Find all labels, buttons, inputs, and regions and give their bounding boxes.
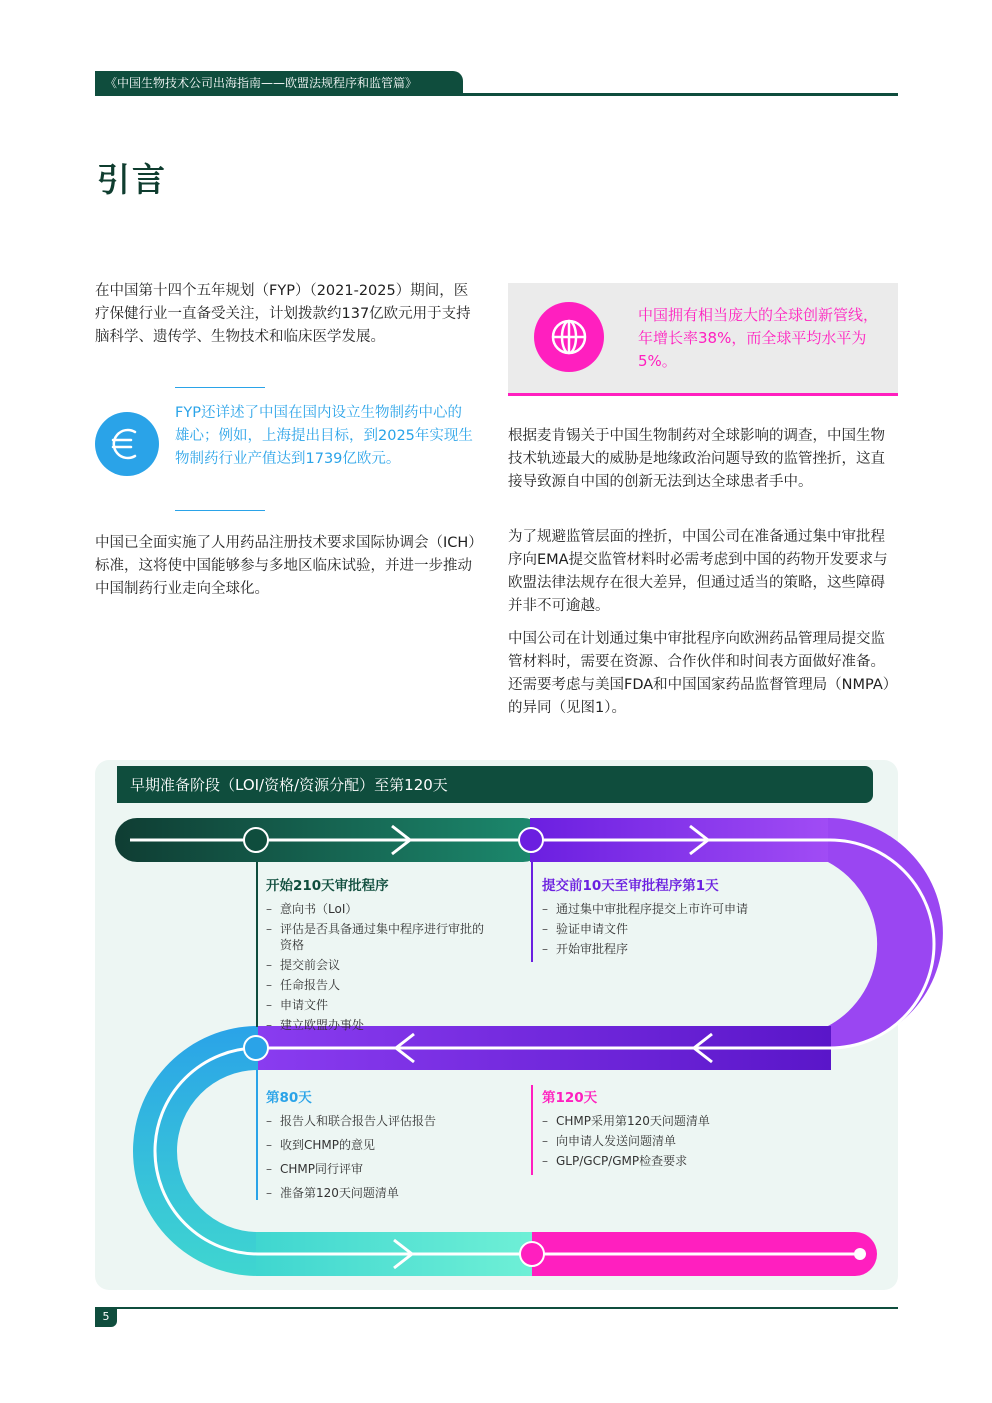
pink-callout-text: 中国拥有相当庞大的全球创新管线，年增长率38%，而全球平均水平为5%。 bbox=[638, 306, 879, 370]
stage-connector-3 bbox=[256, 1070, 258, 1200]
track-end-dot bbox=[854, 1248, 866, 1260]
list-item: – 意向书（LoI） bbox=[266, 901, 486, 917]
timeline-stage-2 bbox=[542, 877, 782, 961]
track-curve-left bbox=[133, 1026, 258, 1276]
list-item: – CHMP同行评审 bbox=[266, 1161, 486, 1177]
page-number: 5 bbox=[95, 1307, 117, 1327]
euro-callout-text: FYP还详述了中国在国内设立生物制药中心的雄心；例如，上海提出目标，到2025年实现生物制药行业产值达到1739亿欧元。 bbox=[175, 405, 473, 467]
intro-paragraph-2: 中国已全面实施了人用药品注册技术要求国际协调会（ICH）标准，这将使中国能够参与多地区临床试验，并进一步推动中国制药行业走向全球化。 bbox=[95, 535, 476, 597]
milestone-node-4 bbox=[520, 1242, 544, 1266]
timeline-stage-1 bbox=[266, 877, 486, 1037]
list-item: – 准备第120天问题清单 bbox=[266, 1185, 486, 1201]
page-title: 引言 bbox=[97, 160, 167, 199]
list-item: – 建立欧盟办事处 bbox=[266, 1017, 486, 1033]
stage-title: 第80天 bbox=[266, 1090, 312, 1106]
intro-paragraph-1: 在中国第十四个五年规划（FYP）（2021-2025）期间，医疗保健行业一直备受关注，计划拨款约137亿欧元用于支持脑科学、遗传学、生物技术和临床医学发展。 bbox=[95, 283, 471, 345]
stage-connector-1 bbox=[256, 862, 258, 1027]
list-item: – 向申请人发送问题清单 bbox=[542, 1133, 782, 1149]
body-paragraph-4: 为了规避监管层面的挫折，中国公司在准备通过集中审批程序向EMA提交监管材料时必需考虑到中国的药物开发要求与欧盟法律法规存在很大差异，但通过适当的策略，这些障碍并非不可逾越。 bbox=[508, 529, 888, 614]
milestone-node-2 bbox=[519, 828, 543, 852]
list-item: – 报告人和联合报告人评估报告 bbox=[266, 1113, 486, 1129]
stage-title: 第120天 bbox=[542, 1090, 598, 1106]
stage-title: 开始210天审批程序 bbox=[266, 878, 389, 894]
list-item: – 任命报告人 bbox=[266, 977, 486, 993]
track-curve-right bbox=[828, 818, 943, 1048]
list-item: – CHMP采用第120天问题清单 bbox=[542, 1113, 782, 1129]
timeline-stage-4 bbox=[542, 1089, 782, 1173]
stage-connector-2 bbox=[531, 862, 533, 962]
running-title: 《中国生物技术公司出海指南——欧盟法规程序和监管篇》 bbox=[105, 76, 418, 90]
list-item: – GLP/GCP/GMP检查要求 bbox=[542, 1153, 782, 1169]
list-item: – 开始审批程序 bbox=[542, 941, 782, 957]
milestone-node-1 bbox=[244, 828, 268, 852]
stage-connector-4 bbox=[531, 1085, 533, 1175]
body-paragraph-5: 中国公司在计划通过集中审批程序向欧洲药品管理局提交监管材料时，需要在资源、合作伙伴和时间表方面做好准备。还需要考虑与美国FDA和中国国家药品监督管理局（NMPA）的异同（见图1）。 bbox=[508, 631, 898, 716]
footer-rule bbox=[95, 1307, 898, 1309]
stage-title: 提交前10天至审批程序第1天 bbox=[542, 878, 719, 894]
list-item: – 申请文件 bbox=[266, 997, 486, 1013]
milestone-node-3 bbox=[244, 1036, 268, 1060]
list-item: – 评估是否具备通过集中程序进行审批的资格 bbox=[266, 921, 486, 953]
body-paragraph-3: 根据麦肯锡关于中国生物制药对全球影响的调查，中国生物技术轨迹最大的威胁是地缘政治问题导致的监管挫折，这直接导致源自中国的创新无法到达全球患者手中。 bbox=[508, 428, 885, 490]
list-item: – 验证申请文件 bbox=[542, 921, 782, 937]
list-item: – 通过集中审批程序提交上市许可申请 bbox=[542, 901, 782, 917]
list-item: – 提交前会议 bbox=[266, 957, 486, 973]
timeline-title: 早期准备阶段（LOI/资格/资源分配）至第120天 bbox=[130, 776, 448, 794]
list-item: – 收到CHMP的意见 bbox=[266, 1137, 486, 1153]
timeline-stage-3 bbox=[266, 1089, 486, 1209]
